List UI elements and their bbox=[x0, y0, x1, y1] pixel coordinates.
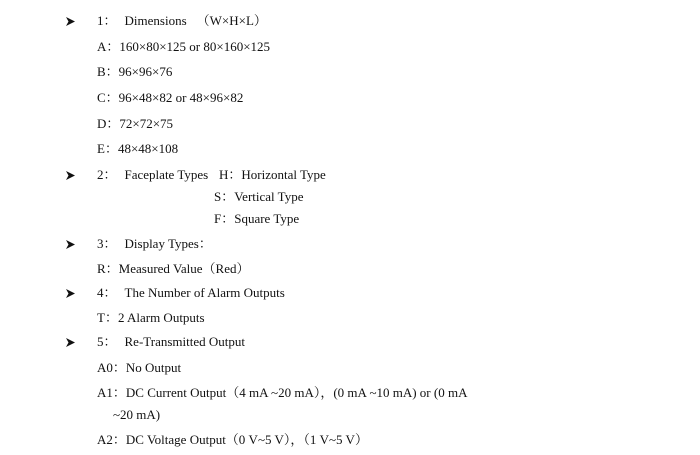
section-number: 2： bbox=[97, 167, 117, 182]
dimension-item-b: B：96×96×76 bbox=[97, 64, 173, 79]
dimension-item-e: E：48×48×108 bbox=[97, 141, 179, 156]
retransmit-item-a1: A1：DC Current Output（4 mA ~20 mA），(0 mA ~10 mA) or (0 mA bbox=[97, 385, 468, 400]
section-heading-display bbox=[97, 236, 212, 252]
section-heading-retransmit bbox=[97, 334, 245, 350]
retransmit-item-a1-continued: ~20 mA) bbox=[113, 407, 161, 422]
section-note: （W×H×L） bbox=[196, 13, 267, 28]
arrow-bullet-icon bbox=[66, 334, 78, 350]
retransmit-item-a0: A0：No Output bbox=[97, 360, 182, 375]
section-number: 5： bbox=[97, 334, 117, 349]
section-heading-alarm bbox=[97, 285, 285, 301]
arrow-bullet-icon bbox=[66, 236, 78, 252]
retransmit-item-a2: A2：DC Voltage Output（0 V~5 V），（1 V~5 V） bbox=[97, 432, 368, 447]
section-title: Display Types： bbox=[124, 236, 212, 251]
faceplate-option-f: F：Square Type bbox=[214, 211, 300, 226]
section-number: 1： bbox=[97, 13, 117, 28]
section-title: Re-Transmitted Output bbox=[124, 334, 246, 349]
alarm-item-t: T：2 Alarm Outputs bbox=[97, 310, 205, 325]
dimension-item-a: A：160×80×125 or 80×160×125 bbox=[97, 39, 271, 54]
section-heading-faceplate bbox=[97, 167, 208, 183]
section-title: Dimensions bbox=[124, 13, 187, 28]
section-number: 4： bbox=[97, 285, 117, 300]
dimension-item-c: C：96×48×82 or 48×96×82 bbox=[97, 90, 244, 105]
section-number: 3： bbox=[97, 236, 117, 251]
dimension-item-d: D：72×72×75 bbox=[97, 116, 174, 131]
faceplate-option-h: H：Horizontal Type bbox=[219, 167, 326, 182]
faceplate-option-s: S：Vertical Type bbox=[214, 189, 304, 204]
section-title: Faceplate Types bbox=[124, 167, 209, 182]
arrow-bullet-icon bbox=[66, 13, 78, 29]
arrow-bullet-icon bbox=[66, 285, 78, 301]
arrow-bullet-icon bbox=[66, 167, 78, 183]
section-title: The Number of Alarm Outputs bbox=[124, 285, 285, 300]
section-heading-dimensions bbox=[97, 13, 267, 29]
display-item-r: R：Measured Value（Red） bbox=[97, 261, 250, 276]
